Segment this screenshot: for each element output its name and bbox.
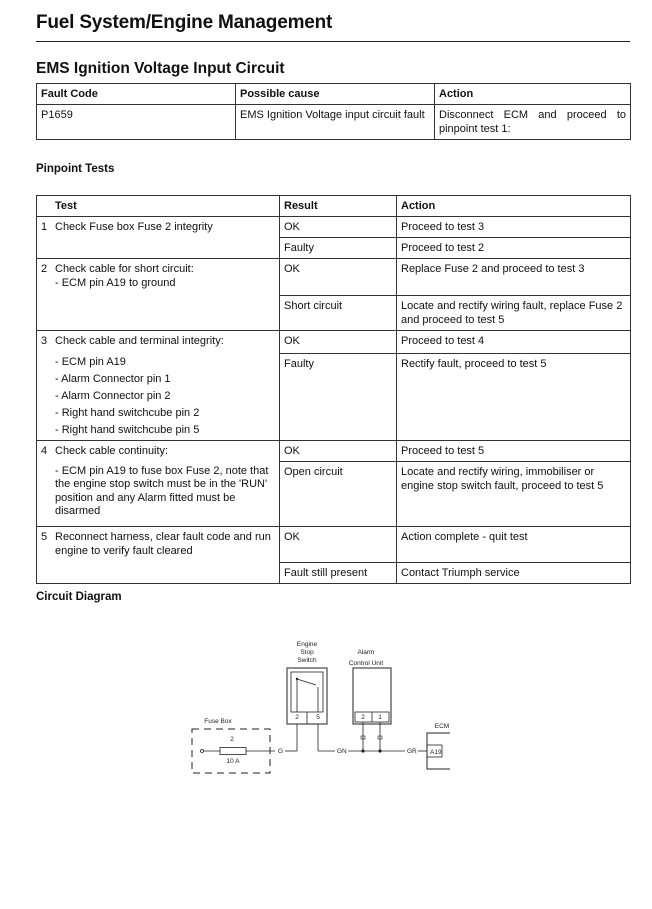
fuse-rating: 10 A	[226, 758, 240, 765]
fault-table-row	[37, 105, 631, 140]
title-divider	[36, 41, 630, 42]
alarm-label-line: Alarm	[357, 649, 375, 656]
test-result: Faulty	[280, 354, 397, 441]
test-action: Locate and rectify wiring, immobiliser or engine stop switch fault, proceed to test 5	[397, 462, 631, 527]
switch-label-line: Switch	[297, 657, 317, 664]
pinpoint-action-header: Action	[397, 196, 631, 217]
ecm-pin: A19	[430, 749, 442, 756]
switch-label-line: Stop	[300, 649, 314, 656]
pinpoint-header-row	[37, 196, 631, 217]
switch-label-line: Engine	[296, 641, 318, 648]
test-result: Open circuit	[280, 462, 397, 527]
test-result: OK	[280, 217, 397, 238]
test-description: Reconnect harness, clear fault code and run engine to verify fault cleared	[51, 527, 280, 584]
possible-cause-header: Possible cause	[236, 84, 435, 105]
test-main-text: Check cable continuity:	[55, 445, 169, 457]
switch-pin: 5	[316, 714, 320, 721]
test-description	[51, 259, 280, 331]
wire-label-gr: GR	[407, 748, 417, 755]
test-number: 5	[37, 527, 52, 584]
circuit-diagram	[180, 635, 450, 780]
switch-pin: 2	[295, 714, 299, 721]
test-action: Locate and rectify wiring fault, replace Fuse 2 and proceed to test 5	[397, 296, 631, 331]
fuse-number: 2	[230, 736, 234, 743]
switch-contact	[297, 679, 316, 685]
test-action: Proceed to test 4	[397, 331, 631, 354]
fuse-symbol	[220, 748, 246, 755]
fault-action-cell: Disconnect ECM and proceed to pinpoint test 1:	[435, 105, 631, 140]
test-description: Check Fuse box Fuse 2 integrity	[51, 217, 280, 259]
test-action: Replace Fuse 2 and proceed to test 3	[397, 259, 631, 296]
action-header: Action	[435, 84, 631, 105]
test-description	[51, 331, 280, 441]
test-result: Short circuit	[280, 296, 397, 331]
test-result: Fault still present	[280, 563, 397, 584]
test-result: Faulty	[280, 238, 397, 259]
test-sub-item: - ECM pin A19 to ground	[55, 277, 176, 289]
test-action: Proceed to test 5	[397, 441, 631, 462]
test-sub-item: - Alarm Connector pin 2	[55, 390, 171, 402]
test-sub-item: - Right hand switchcube pin 5	[55, 424, 200, 436]
test-sub-item: - ECM pin A19	[55, 356, 126, 368]
test-result: OK	[280, 527, 397, 563]
test-sub-item: - Right hand switchcube pin 2	[55, 407, 200, 419]
pinpoint-tests-table	[36, 195, 631, 584]
test-sub-item: - Alarm Connector pin 1	[55, 373, 171, 385]
fault-code-header: Fault Code	[37, 84, 236, 105]
test-number: 4	[37, 441, 52, 527]
ecm-label: ECM	[434, 723, 450, 730]
test-num-header	[37, 196, 52, 217]
test-main-text: Check cable for short circuit:	[55, 263, 194, 275]
test-action: Rectify fault, proceed to test 5	[397, 354, 631, 441]
fault-code-cell: P1659	[37, 105, 236, 140]
test-row	[37, 217, 631, 238]
test-number: 3	[37, 331, 52, 441]
test-action: Proceed to test 2	[397, 238, 631, 259]
test-number: 2	[37, 259, 52, 331]
test-row	[37, 259, 631, 296]
test-header: Test	[51, 196, 280, 217]
test-action: Proceed to test 3	[397, 217, 631, 238]
circuit-diagram-heading: Circuit Diagram	[36, 591, 122, 603]
alarm-label-line: Control Unit	[348, 660, 384, 667]
wire-label-gn: GN	[337, 748, 347, 755]
test-result: OK	[280, 441, 397, 462]
test-row	[37, 441, 631, 462]
test-main-text: Check cable and terminal integrity:	[55, 335, 224, 347]
test-result: OK	[280, 331, 397, 354]
pinpoint-tests-heading: Pinpoint Tests	[36, 163, 115, 175]
test-result: OK	[280, 259, 397, 296]
test-action: Contact Triumph service	[397, 563, 631, 584]
fault-code-table	[36, 83, 631, 140]
fault-table-header-row	[37, 84, 631, 105]
wire-label-g: G	[278, 748, 284, 755]
test-action: Action complete - quit test	[397, 527, 631, 563]
page-title: Fuel System/Engine Management	[36, 12, 333, 33]
section-title: EMS Ignition Voltage Input Circuit	[36, 60, 285, 77]
test-number: 1	[37, 217, 52, 259]
test-row	[37, 331, 631, 354]
test-row	[37, 527, 631, 563]
possible-cause-cell: EMS Ignition Voltage input circuit fault	[236, 105, 435, 140]
alarm-pin: 1	[378, 714, 382, 721]
alarm-pin: 2	[361, 714, 365, 721]
fuse-box-label: Fuse Box	[204, 718, 232, 725]
test-sub-item: - ECM pin A19 to fuse box Fuse 2, note that the engine stop switch must be in the 'RUN' position and any Alarm fitted must be disarmed	[55, 464, 269, 517]
result-header: Result	[280, 196, 397, 217]
